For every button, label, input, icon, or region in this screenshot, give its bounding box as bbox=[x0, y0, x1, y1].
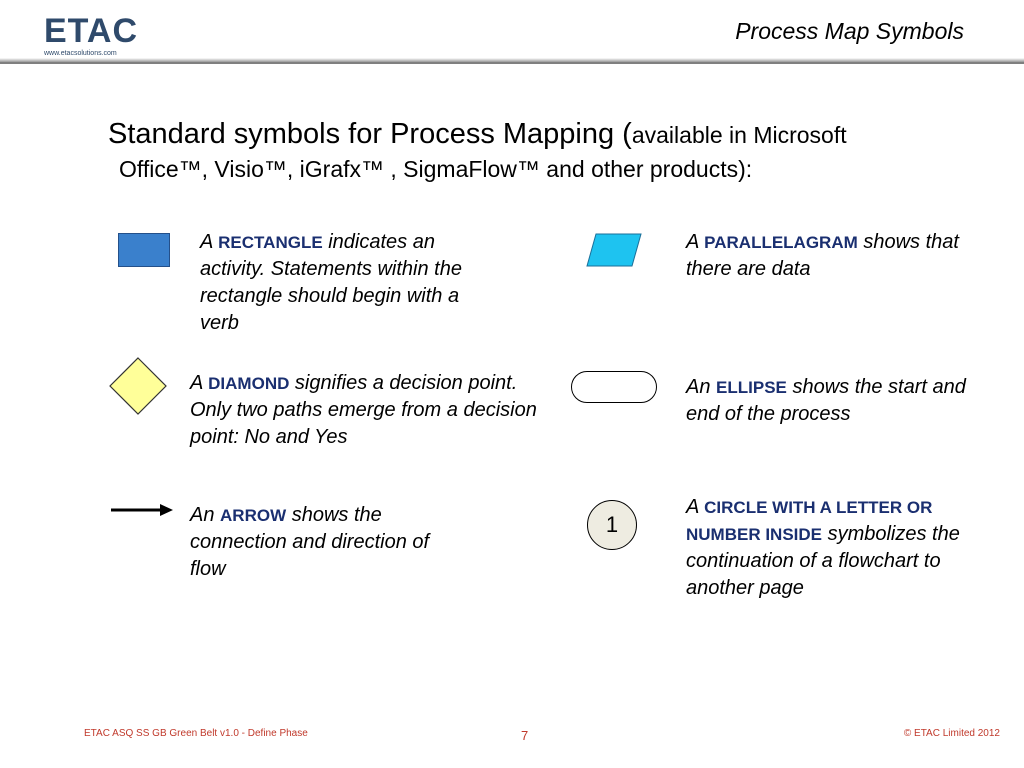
diamond-symbol bbox=[109, 357, 167, 415]
rectangle-description bbox=[200, 229, 500, 337]
circle-article: A bbox=[686, 496, 705, 518]
arrow-text: shows the connection and direction of flow bbox=[190, 504, 430, 580]
rectangle-symbol bbox=[118, 233, 170, 267]
rectangle-article: A bbox=[200, 231, 219, 253]
diamond-description bbox=[190, 370, 550, 451]
footer-course: ETAC ASQ SS GB Green Belt v1.0 - Define Phase bbox=[84, 728, 308, 739]
ellipse-symbol bbox=[571, 371, 657, 403]
ellipse-article: An bbox=[686, 376, 717, 398]
etac-logo bbox=[44, 12, 139, 60]
intro-part2: available in Microsoft bbox=[631, 122, 847, 148]
diamond-keyword: DIAMOND bbox=[208, 374, 290, 393]
intro-part1: Standard symbols for Process Mapping ( bbox=[108, 118, 632, 150]
rectangle-keyword: RECTANGLE bbox=[218, 233, 323, 252]
parallelogram-description bbox=[686, 229, 986, 283]
circle-keyword: CIRCLE WITH A LETTER OR NUMBER INSIDE bbox=[686, 498, 933, 544]
connector-circle-symbol: 1 bbox=[587, 500, 637, 550]
circle-text: symbolizes the continuation of a flowchart to another page bbox=[686, 523, 960, 599]
ellipse-description bbox=[686, 374, 986, 428]
parallelogram-keyword: PARALLELAGRAM bbox=[704, 233, 858, 252]
parallelogram-article: A bbox=[686, 231, 705, 253]
ellipse-text: shows the start and end of the process bbox=[686, 376, 966, 425]
slide-title: Process Map Symbols bbox=[735, 18, 964, 44]
logo-text: ETAC bbox=[44, 12, 139, 50]
header-divider-line bbox=[0, 62, 1024, 64]
arrow-symbol bbox=[110, 502, 174, 518]
logo-url: www.etacsolutions.com bbox=[44, 50, 117, 57]
diamond-text: signifies a decision point. Only two paths emerge from a decision point: No and Yes bbox=[190, 372, 537, 448]
rectangle-text: indicates an activity. Statements within the rectangle should begin with a verb bbox=[200, 231, 462, 334]
intro-text bbox=[108, 117, 988, 186]
intro-line2: Office™, Visio™, iGrafx™ , SigmaFlow™ and other products): bbox=[119, 156, 753, 182]
ellipse-keyword: ELLIPSE bbox=[716, 378, 787, 397]
page-number: 7 bbox=[521, 728, 529, 743]
arrow-article: An bbox=[190, 504, 221, 526]
arrow-keyword: ARROW bbox=[220, 506, 287, 525]
diamond-article: A bbox=[190, 372, 209, 394]
circle-description bbox=[686, 494, 1006, 602]
arrow-description bbox=[190, 502, 460, 583]
parallelogram-text: shows that there are data bbox=[686, 231, 959, 280]
footer-copyright: © ETAC Limited 2012 bbox=[903, 728, 1000, 739]
parallelogram-symbol bbox=[586, 233, 642, 267]
